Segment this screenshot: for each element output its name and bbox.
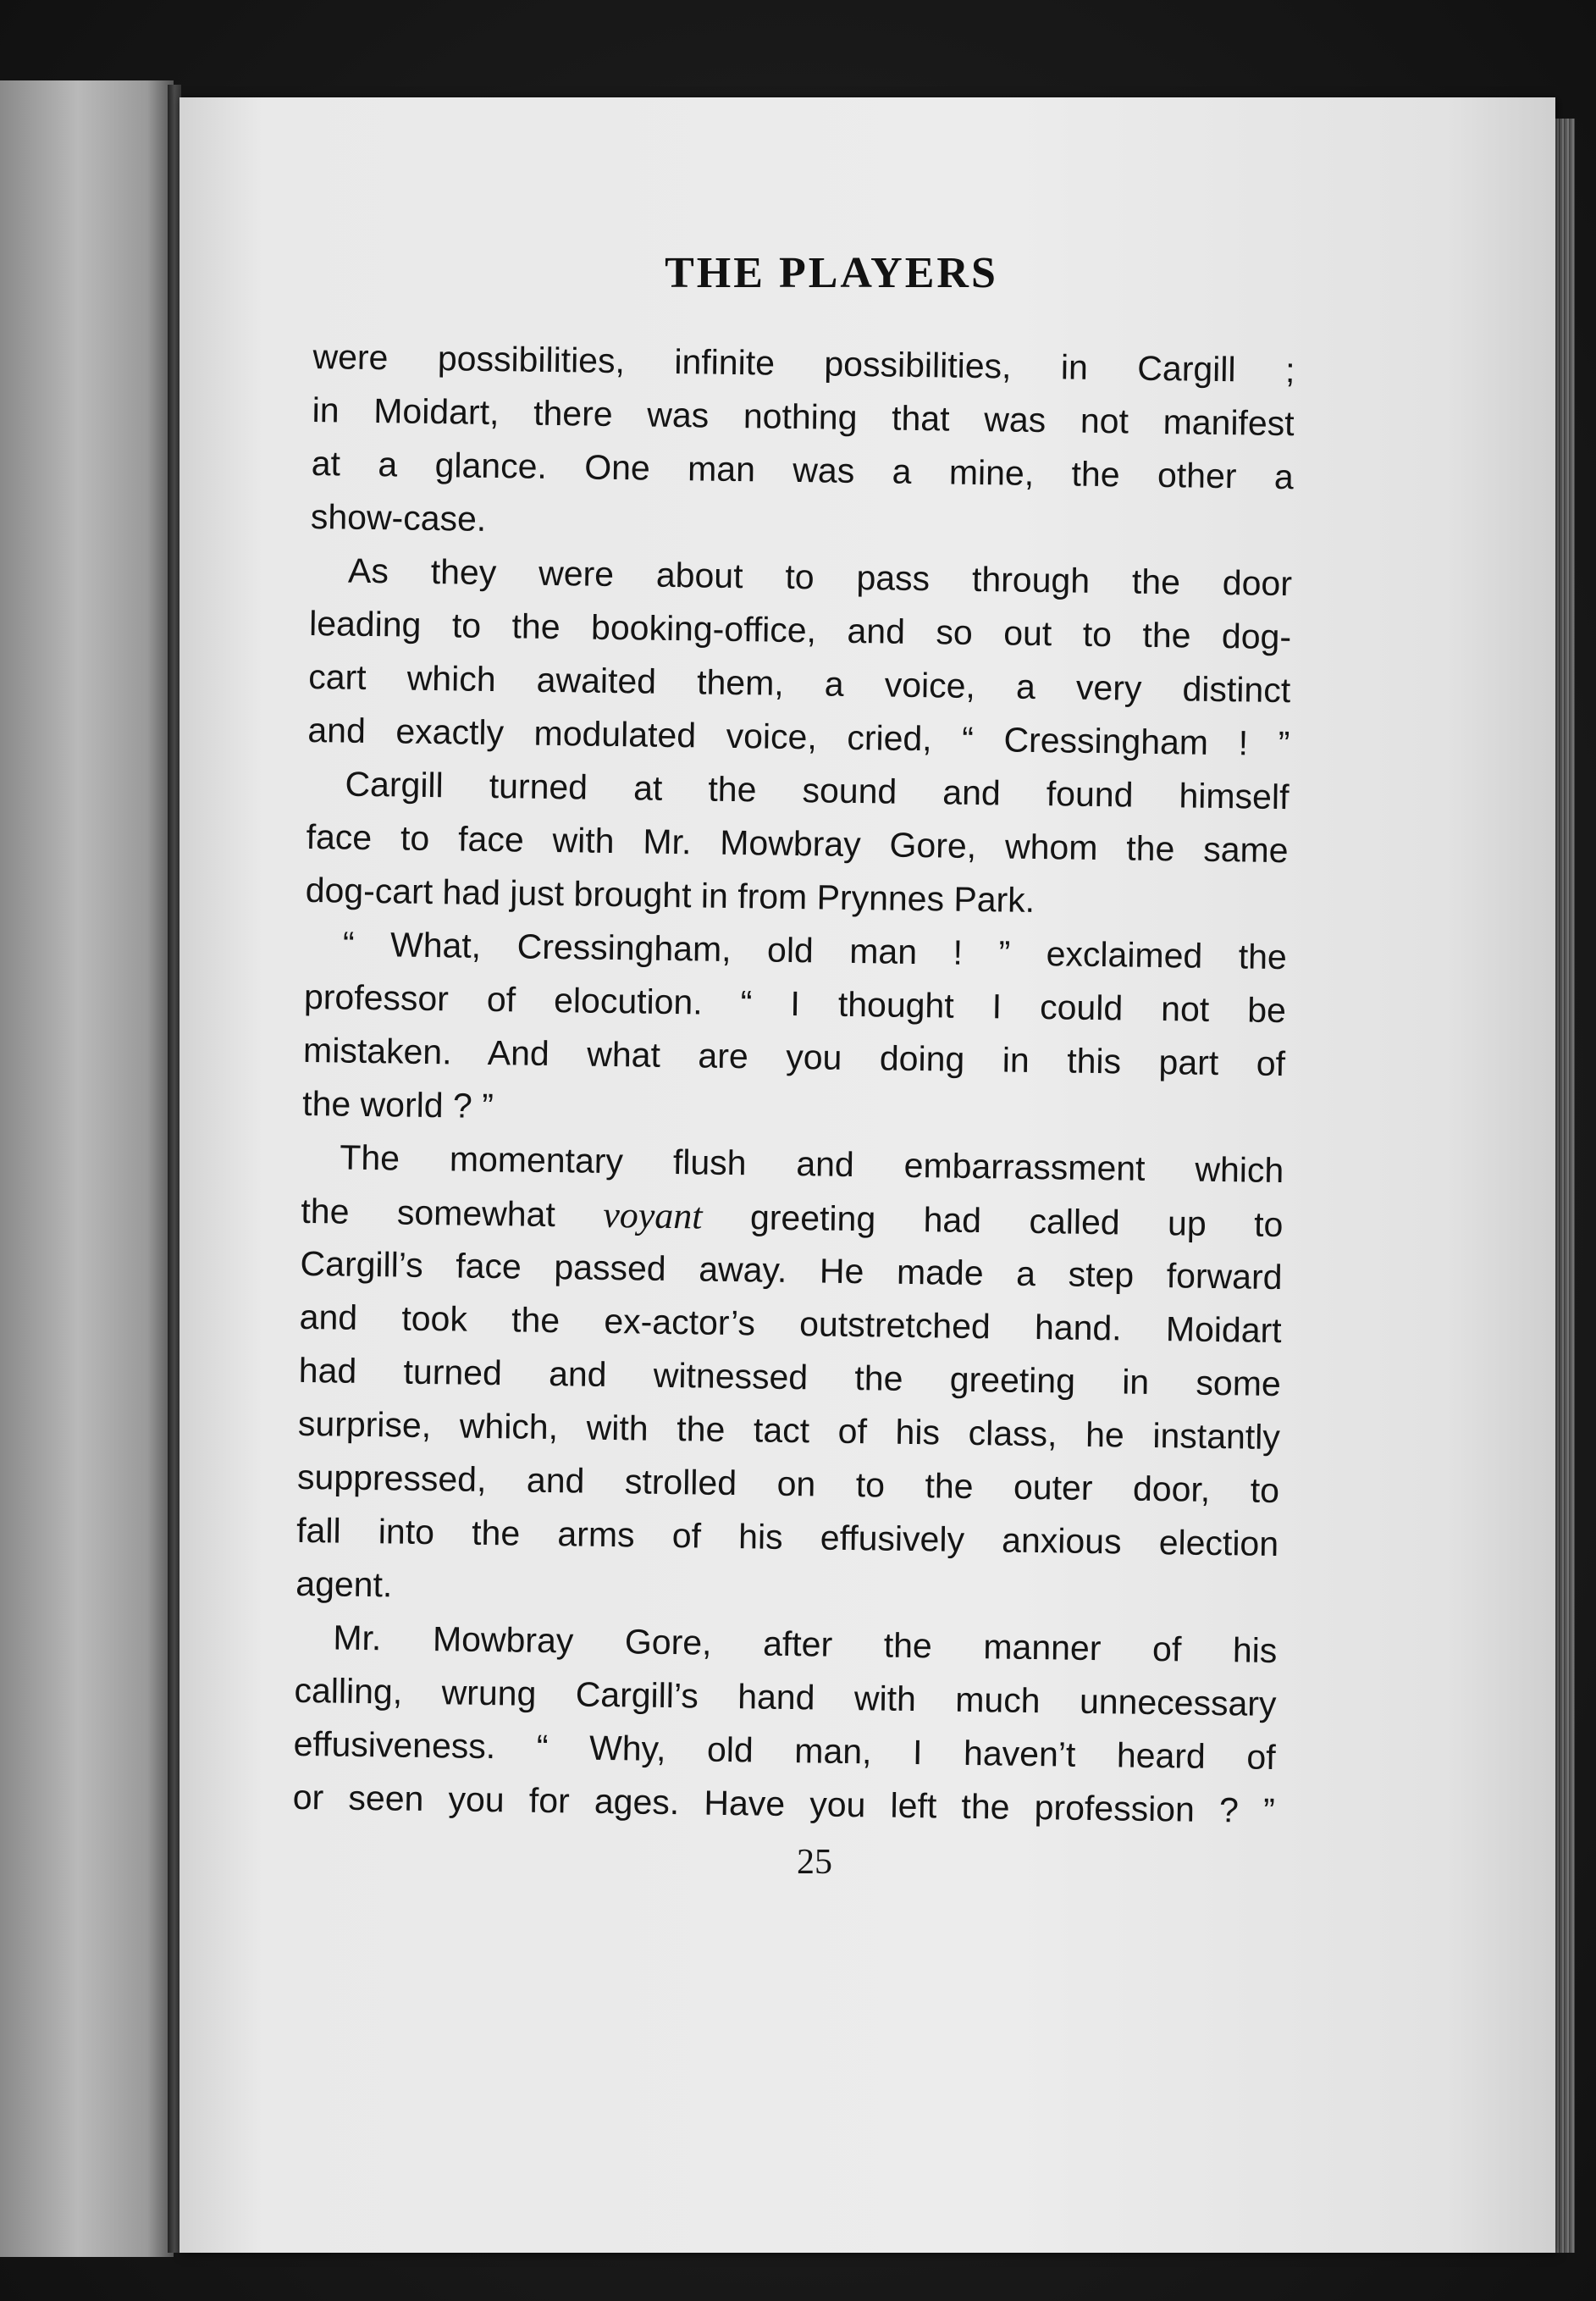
text-line: mistaken. And what are you doing in this part of [302, 1030, 1286, 1084]
text-line: agent. [295, 1563, 393, 1605]
text-line: “ What, Cressingham, old man ! ” exclaimed the [342, 924, 1288, 977]
text-line: in Moidart, there was nothing that was not manifest [312, 390, 1295, 444]
text-line: show-case. [310, 496, 487, 539]
text-line: face to face with Mr. Mowbray Gore, whom the same [306, 816, 1289, 871]
text-line: Cargill turned at the sound and found himself [345, 764, 1290, 817]
text-segment: the somewhat [301, 1191, 556, 1235]
text-line: Cargill’s face passed away. He made a step forward [300, 1243, 1283, 1297]
running-header [179, 248, 1483, 298]
text-line: dog-cart had just brought in from Prynnes Park. [305, 870, 1035, 920]
text-line: effusiveness. “ Why, old man, I haven’t heard of [293, 1723, 1276, 1778]
text-line: leading to the booking-office, and so out to the dog- [308, 603, 1292, 657]
text-line: surprise, which, with the tact of his class, he instantly [297, 1403, 1281, 1457]
text-line: cart which awaited them, a voice, a very distinct [307, 656, 1291, 711]
text-line: and exactly modulated voice, cried, “ Cressingham ! ” [307, 710, 1290, 764]
text-line: and took the ex-actor’s outstretched hand. Moidart [299, 1297, 1282, 1351]
text-line: The momentary flush and embarrassment which [340, 1137, 1284, 1191]
text-line: the world ? ” [301, 1083, 494, 1126]
text-segment: greeting had called up to [749, 1198, 1284, 1245]
text-line: fall into the arms of his effusively anxious election [295, 1510, 1279, 1564]
facing-page-edge [0, 80, 174, 2257]
text-line: calling, wrung Cargill’s hand with much unnecessary [294, 1670, 1277, 1724]
italic-word: voyant [602, 1193, 703, 1237]
text-line: Mr. Mowbray Gore, after the manner of his [333, 1618, 1278, 1671]
text-line: or seen you for ages. Have you left the profession ? ” [292, 1777, 1276, 1831]
text-line: As they were about to pass through the door [347, 550, 1293, 604]
page-title: THE PLAYERS [665, 249, 998, 297]
text-line: were possibilities, infinite possibilities, in Cargill ; [312, 336, 1295, 390]
text-line: suppressed, and strolled on to the outer door, to [296, 1457, 1280, 1511]
text-line: at a glance. One man was a mine, the other a [311, 443, 1295, 497]
text-line: professor of elocution. “ I thought I could not be [303, 976, 1287, 1031]
page-number: 25 [797, 1843, 832, 1882]
page-body [292, 330, 1295, 1838]
text-line: had turned and witnessed the greeting in some [298, 1350, 1282, 1404]
